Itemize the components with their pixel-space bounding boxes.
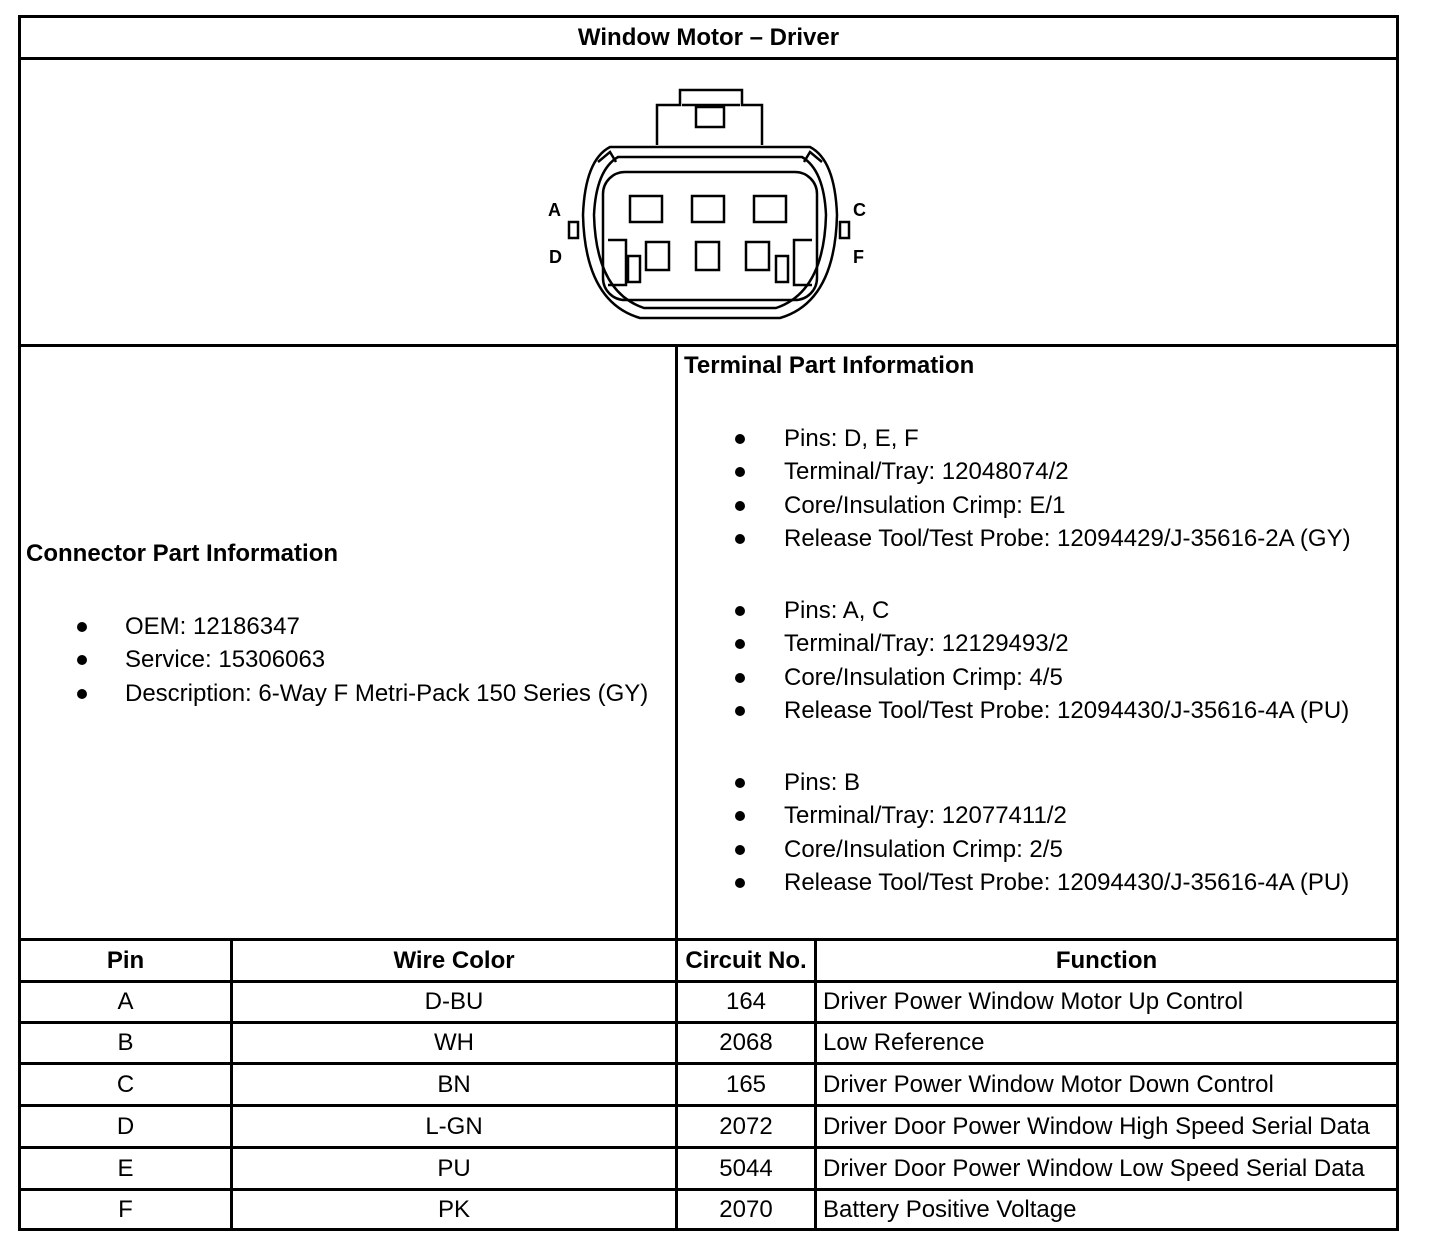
- terminal-item: Release Tool/Test Probe: 12094430/J-35616-4A (PU): [784, 869, 1350, 897]
- table-header-circuit: Circuit No.: [685, 946, 807, 974]
- table-cell-circuit: 2068: [719, 1029, 773, 1056]
- bullet-icon: [735, 434, 745, 444]
- terminal-group-3: [784, 766, 1349, 900]
- table-cell-wire-color: PU: [437, 1154, 471, 1182]
- terminal-group-2: [784, 594, 1349, 728]
- list-item: [784, 522, 1351, 555]
- terminal-group-1: [784, 422, 1351, 556]
- table-cell-function: Driver Door Power Window High Speed Serial Data: [823, 1112, 1370, 1140]
- bullet-icon: [735, 778, 745, 788]
- list-item: [125, 610, 648, 643]
- list-item: [784, 489, 1351, 522]
- list-item: [784, 594, 1349, 627]
- connector-item: OEM: 12186347: [125, 613, 300, 640]
- table-cell-wire-color: D-BU: [424, 988, 484, 1015]
- table-cell-circuit: 5044: [719, 1154, 773, 1182]
- bullet-icon: [735, 606, 745, 616]
- table-cell-circuit: 165: [725, 1070, 767, 1098]
- table-cell-wire-color: PK: [437, 1195, 470, 1223]
- terminal-item: Pins: D, E, F: [784, 425, 919, 452]
- table-header-function: Function: [1055, 946, 1158, 974]
- table-cell-function: Driver Power Window Motor Down Control: [823, 1070, 1274, 1098]
- terminal-item: Core/Insulation Crimp: 4/5: [784, 663, 1063, 691]
- list-item: [784, 661, 1349, 694]
- table-cell-wire-color: L-GN: [425, 1112, 483, 1140]
- table-cell-pin: F: [118, 1195, 133, 1223]
- table-cell-function: Battery Positive Voltage: [823, 1195, 1077, 1223]
- table-cell-wire-color: WH: [434, 1029, 474, 1056]
- terminal-item: Terminal/Tray: 12048074/2: [784, 458, 1069, 486]
- list-item: [125, 677, 648, 710]
- bullet-icon: [735, 501, 745, 511]
- table-cell-function: Low Reference: [823, 1029, 985, 1056]
- list-item: [784, 694, 1349, 727]
- connector-diagram: [21, 60, 1396, 345]
- pin-label-d: D: [549, 247, 562, 267]
- connector-item: Service: 15306063: [125, 646, 326, 674]
- divider-info-columns: [675, 346, 678, 938]
- table-cell-pin: C: [116, 1070, 135, 1098]
- table-header-wire-color: Wire Color: [393, 946, 515, 974]
- list-item: [784, 455, 1351, 488]
- terminal-item: Terminal/Tray: 12077411/2: [784, 802, 1067, 830]
- bullet-icon: [77, 689, 87, 699]
- bullet-icon: [735, 845, 745, 855]
- table-cell-wire-color: BN: [437, 1070, 471, 1098]
- bullet-icon: [77, 622, 87, 632]
- table-cell-pin: B: [117, 1029, 134, 1056]
- terminal-heading: Terminal Part Information: [684, 352, 975, 379]
- table-cell-pin: A: [117, 988, 134, 1015]
- pin-label-a: A: [548, 200, 561, 220]
- table-cell-circuit: 164: [725, 988, 767, 1015]
- table-cell-function: Driver Power Window Motor Up Control: [823, 988, 1244, 1015]
- list-item: [784, 766, 1349, 799]
- bullet-icon: [735, 673, 745, 683]
- table-header-pin: Pin: [106, 946, 145, 974]
- list-item: [784, 627, 1349, 660]
- page-title: Window Motor – Driver: [577, 23, 840, 51]
- list-item: [784, 866, 1349, 899]
- terminal-item: Core/Insulation Crimp: E/1: [784, 491, 1066, 519]
- table-cell-circuit: 2070: [719, 1195, 773, 1223]
- terminal-item: Terminal/Tray: 12129493/2: [784, 630, 1069, 658]
- list-item: [784, 422, 1351, 455]
- terminal-item: Pins: A, C: [784, 597, 890, 624]
- list-item: [125, 643, 648, 676]
- pin-label-f: F: [853, 247, 864, 267]
- connector-item: Description: 6-Way F Metri-Pack 150 Series (GY): [125, 679, 649, 707]
- table-cell-function: Driver Door Power Window Low Speed Serial Data: [823, 1154, 1365, 1182]
- terminal-item: Release Tool/Test Probe: 12094429/J-35616-2A (GY): [784, 525, 1351, 553]
- connector-face-drawing: [21, 60, 1396, 345]
- terminal-item: Pins: B: [784, 769, 861, 796]
- connector-heading: Connector Part Information: [26, 540, 339, 567]
- list-item: [784, 833, 1349, 866]
- terminal-item: Release Tool/Test Probe: 12094430/J-35616-4A (PU): [784, 697, 1350, 725]
- pin-label-c: C: [853, 200, 866, 220]
- terminal-item: Core/Insulation Crimp: 2/5: [784, 835, 1063, 863]
- table-cell-pin: D: [116, 1112, 135, 1140]
- table-cell-circuit: 2072: [719, 1112, 773, 1140]
- connector-info-list: [125, 610, 648, 710]
- table-cell-pin: E: [117, 1154, 134, 1182]
- list-item: [784, 799, 1349, 832]
